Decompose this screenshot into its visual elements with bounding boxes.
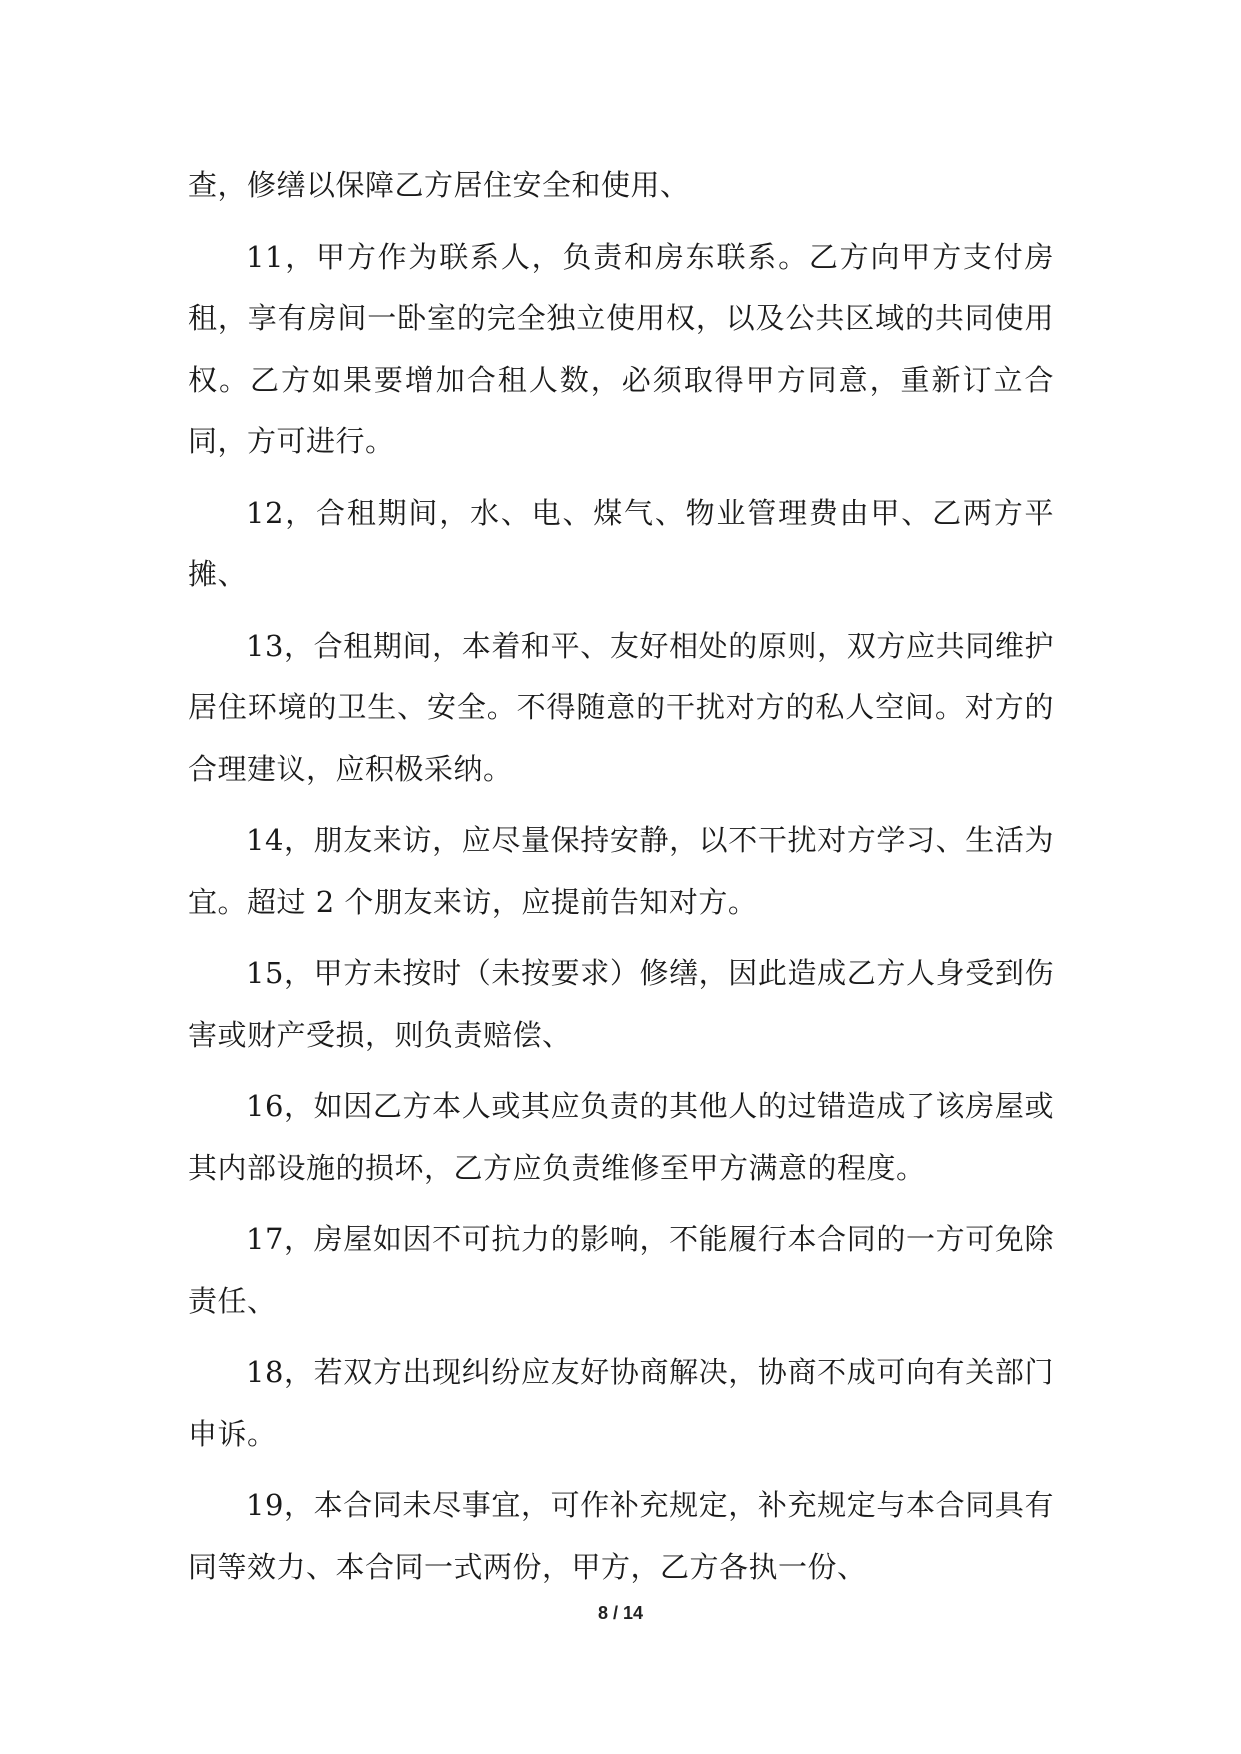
clause-16: 16，如因乙方本人或其应负责的其他人的过错造成了该房屋或其内部设施的损坏，乙方应负责维修至甲方满意的程度。 (188, 1089, 1054, 1185)
clause-17: 17，房屋如因不可抗力的影响，不能履行本合同的一方可免除责任、 (188, 1222, 1054, 1318)
clause-13: 13，合租期间，本着和平、友好相处的原则，双方应共同维护居住环境的卫生、安全。不得随意的干扰对方的私人空间。对方的合理建议，应积极采纳。 (188, 628, 1054, 786)
paragraph-continuation: 查，修缮以保障乙方居住安全和使用、 (188, 168, 690, 202)
clause-18: 18，若双方出现纠纷应友好协商解决，协商不成可向有关部门申诉。 (188, 1355, 1054, 1451)
clause-14: 14，朋友来访，应尽量保持安静，以不干扰对方学习、生活为宜。超过 2 个朋友来访，应提前告知对方。 (188, 823, 1054, 919)
document-body (188, 155, 1054, 1608)
clause-15: 15，甲方未按时（未按要求）修缮，因此造成乙方人身受到伤害或财产受损，则负责赔偿、 (188, 956, 1054, 1052)
clause-11: 11，甲方作为联系人，负责和房东联系。乙方向甲方支付房租，享有房间一卧室的完全独立使用权，以及公共区域的共同使用权。乙方如果要增加合租人数，必须取得甲方同意，重新订立合同，方可进行。 (188, 239, 1054, 458)
clause-19: 19，本合同未尽事宜，可作补充规定，补充规定与本合同具有同等效力、本合同一式两份，甲方，乙方各执一份、 (188, 1488, 1054, 1584)
page-number: 8 / 14 (597, 1603, 644, 1623)
clause-12: 12，合租期间，水、电、煤气、物业管理费由甲、乙两方平摊、 (188, 495, 1054, 591)
